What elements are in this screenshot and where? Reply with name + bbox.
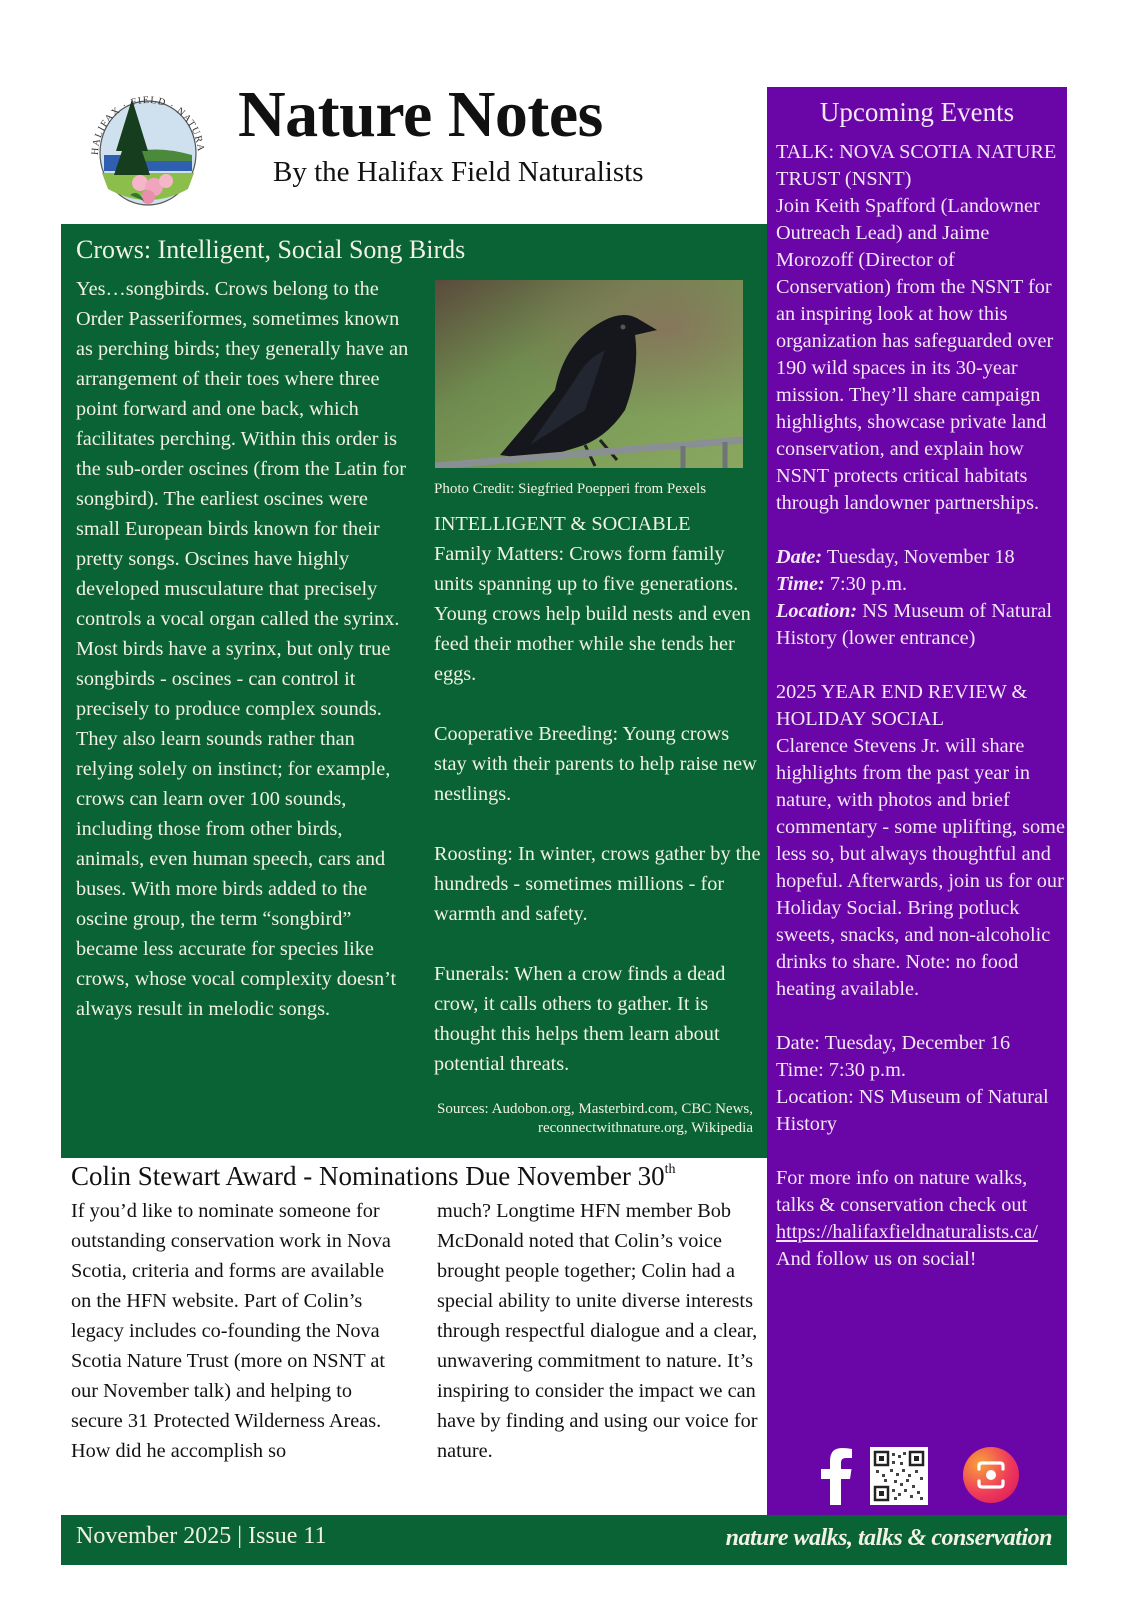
newsletter-subtitle: By the Halifax Field Naturalists <box>273 156 644 188</box>
website-link[interactable]: https://halifaxfieldnaturalists.ca/ <box>776 1221 1038 1243</box>
event-1-time <box>776 573 907 595</box>
hfn-logo <box>80 85 215 215</box>
award-column-1: If you’d like to nominate someone for outstanding conservation work in Nova Scotia, criteria and forms are available on the HFN website. Part of Colin’s legacy includes co-founding the Nova Scotia Nature Trust (more on NSNT at our November talk) and helping to secure 31 Protected Wilderness Areas. How did he accomplish so <box>71 1200 391 1462</box>
newsletter-title: Nature Notes <box>238 78 603 151</box>
event-2-heading: 2025 YEAR END REVIEW & HOLIDAY SOCIAL <box>776 681 1028 730</box>
sources-note: Sources: Audobon.org, Masterbird.com, CBC News, reconnectwithnature.org, Wikipedia <box>437 1101 753 1136</box>
time-value: 7:30 p.m. <box>829 573 908 595</box>
award-title-text: Colin Stewart Award - Nominations Due November 30 <box>71 1161 665 1191</box>
event-2-date: Date: Tuesday, December 16 <box>776 1032 1011 1054</box>
feature-article <box>61 224 767 1158</box>
events-body <box>776 139 1066 1273</box>
feature-title: Crows: Intelligent, Social Song Birds <box>76 235 466 264</box>
event-2-location: Location: NS Museum of Natural History <box>776 1086 1049 1135</box>
logo-ring-text: HALIFAX · FIELD · NATURA <box>89 94 207 156</box>
event-2-time: Time: 7:30 p.m. <box>776 1059 906 1081</box>
issue-label: November 2025 | Issue 11 <box>76 1523 327 1549</box>
date-label: Date: <box>776 546 823 568</box>
more-info-text: For more info on nature walks, talks & conservation check out <box>776 1167 1028 1216</box>
award-title-sup: th <box>664 1162 676 1177</box>
footer-bar <box>61 1515 1067 1565</box>
event-1-details <box>776 544 1066 652</box>
award-title <box>71 1163 676 1190</box>
event-1-date <box>776 546 1015 568</box>
tagline: nature walks, talks & conservation <box>725 1525 1052 1551</box>
follow-text: And follow us on social! <box>776 1248 977 1270</box>
date-value: Tuesday, November 18 <box>826 546 1015 568</box>
location-label: Location: <box>776 600 858 622</box>
instagram-icon[interactable] <box>963 1447 1019 1503</box>
facebook-icon[interactable] <box>815 1447 855 1505</box>
event-1-heading: TALK: NOVA SCOTIA NATURE TRUST (NSNT) <box>776 141 1057 190</box>
fact-item: Cooperative Breeding: Young crows stay with their parents to help raise new nestlings. <box>434 723 757 805</box>
qr-code-icon[interactable] <box>870 1447 928 1505</box>
fact-item: Funerals: When a crow finds a dead crow, it calls others to gather. It is thought this helps them learn about potential threats. <box>434 963 726 1075</box>
event-2-description: Clarence Stevens Jr. will share highlights from the past year in nature, with photos and brief commentary - some uplifting, some less so, but always thoughtful and hopeful. Afterwards, join us for our Holiday Social. Bring potluck sweets, snacks, and non-alcoholic drinks to share. Note: no food heating available. <box>776 735 1065 1000</box>
event-1-location <box>776 600 1052 649</box>
event-1-description: Join Keith Spafford (Landowner Outreach Lead) and Jaime Morozoff (Director of Conservation) from the NSNT for an inspiring look at how this organization has safeguarded over 190 wild spaces in its 30-year mission. They’ll share campaign highlights, showcase private land conservation, and explain how NSNT protects critical habitats through landowner partnerships. <box>776 195 1054 514</box>
location-value: NS Museum of Natural History (lower entrance) <box>776 600 1053 649</box>
facts-heading: INTELLIGENT & SOCIABLE <box>434 513 691 535</box>
time-label: Time: <box>776 573 825 595</box>
fact-item: Family Matters: Crows form family units spanning up to five generations. Young crows help build nests and even feed their mother while she tends her eggs. <box>434 543 751 685</box>
fact-item: Roosting: In winter, crows gather by the hundreds - sometimes millions - for warmth and safety. <box>434 843 761 925</box>
more-info <box>776 1165 1066 1273</box>
upcoming-events-sidebar <box>767 87 1067 1515</box>
award-column-2: much? Longtime HFN member Bob McDonald noted that Colin’s voice brought people together; Colin had a special ability to unite diverse interests through respectful dialogue and a clear, unwavering commitment to nature. It’s inspiring to consider the impact we can have by finding and using our voice for nature. <box>437 1200 758 1462</box>
social-links <box>767 1447 1067 1507</box>
crow-facts <box>434 509 764 1109</box>
events-title: Upcoming Events <box>819 97 1015 127</box>
event-2-details <box>776 1030 1066 1138</box>
crow-photo <box>435 280 743 468</box>
photo-credit: Photo Credit: Siegfried Poepperi from Pexels <box>434 481 707 497</box>
feature-body: Yes…songbirds. Crows belong to the Order Passeriformes, sometimes known as perching birds; they generally have an arrangement of their toes where three point forward and one back, which facilitates perching. Within this order is the sub-order oscines (from the Latin for songbird). The earliest oscines were small European birds known for their pretty songs. Oscines have highly developed musculature that precisely controls a vocal organ called the syrinx. Most birds have a syrinx, but only true songbirds - oscines - can control it precisely to produce complex sounds. They also learn sounds rather than relying solely on instinct; for example, crows can learn over 100 sounds, including those from other birds, animals, even human speech, cars and buses. With more birds added to the oscine group, the term “songbird” became less accurate for species like crows, whose vocal complexity doesn’t always result in melodic songs. <box>76 278 409 1020</box>
